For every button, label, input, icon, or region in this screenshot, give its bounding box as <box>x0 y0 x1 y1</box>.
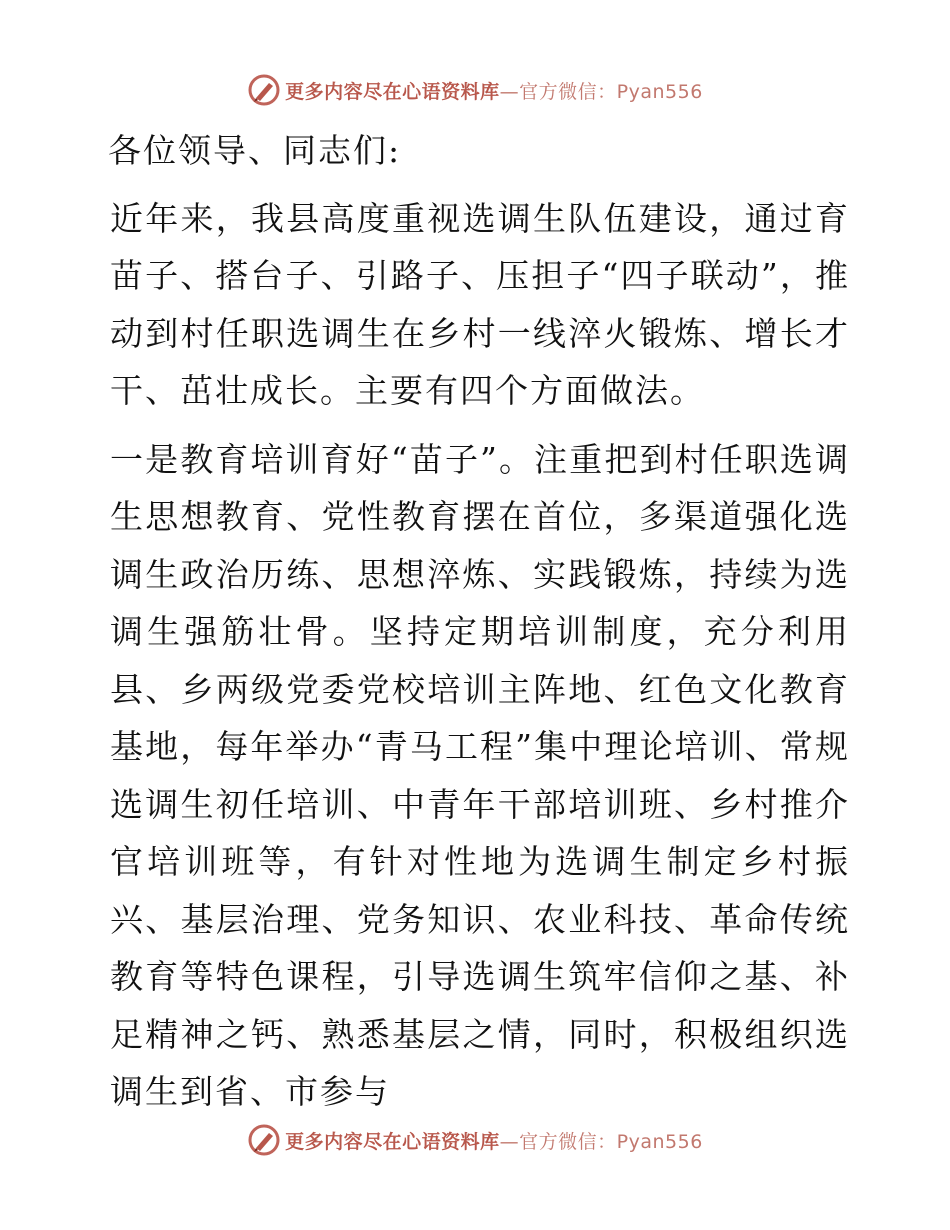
document-body <box>98 122 850 1121</box>
banner-site-text: 更多内容尽在心语资料库 <box>285 80 500 103</box>
banner-wechat-text: 官方微信：Pyan556 <box>519 1130 703 1153</box>
footer-watermark-banner <box>0 1120 950 1160</box>
salutation: 各位领导、同志们: <box>108 131 402 170</box>
pen-logo-icon <box>247 73 281 107</box>
paragraph-intro: 近年来，我县高度重视选调生队伍建设，通过育苗子、搭台子、引路子、压担子“四子联动”，推动到村任职选调生在乡村一线淬火锻炼、增长才干、茁壮成长。主要有四个方面做法。 <box>110 198 850 410</box>
header-watermark-banner <box>0 70 950 110</box>
paragraph-training: 一是教育培训育好“苗子”。注重把到村任职选调生思想教育、党性教育摆在首位，多渠道强化选调生政治历练、思想淬炼、实践锻炼，持续为选调生强筋壮骨。坚持定期培训制度，充分利用县、乡两级党委党校培训主阵地、红色文化教育基地，每年举办“青马工程”集中理论培训、常规选调生初任培训、中青年干部培训班、乡村推介官培训班等，有针对性地为选调生制定乡村振兴、基层治理、党务知识、农业科技、革命传统教育等特色课程，引导选调生筑牢信仰之基、补足精神之钙、熟悉基层之情，同时，积极组织选调生到省、市参与 <box>110 439 850 1111</box>
pen-logo-icon <box>247 1123 281 1157</box>
banner-wechat-text: 官方微信：Pyan556 <box>519 80 703 103</box>
banner-dash: — <box>499 1130 520 1153</box>
banner-site-text: 更多内容尽在心语资料库 <box>285 1130 500 1153</box>
banner-dash: — <box>499 80 520 103</box>
